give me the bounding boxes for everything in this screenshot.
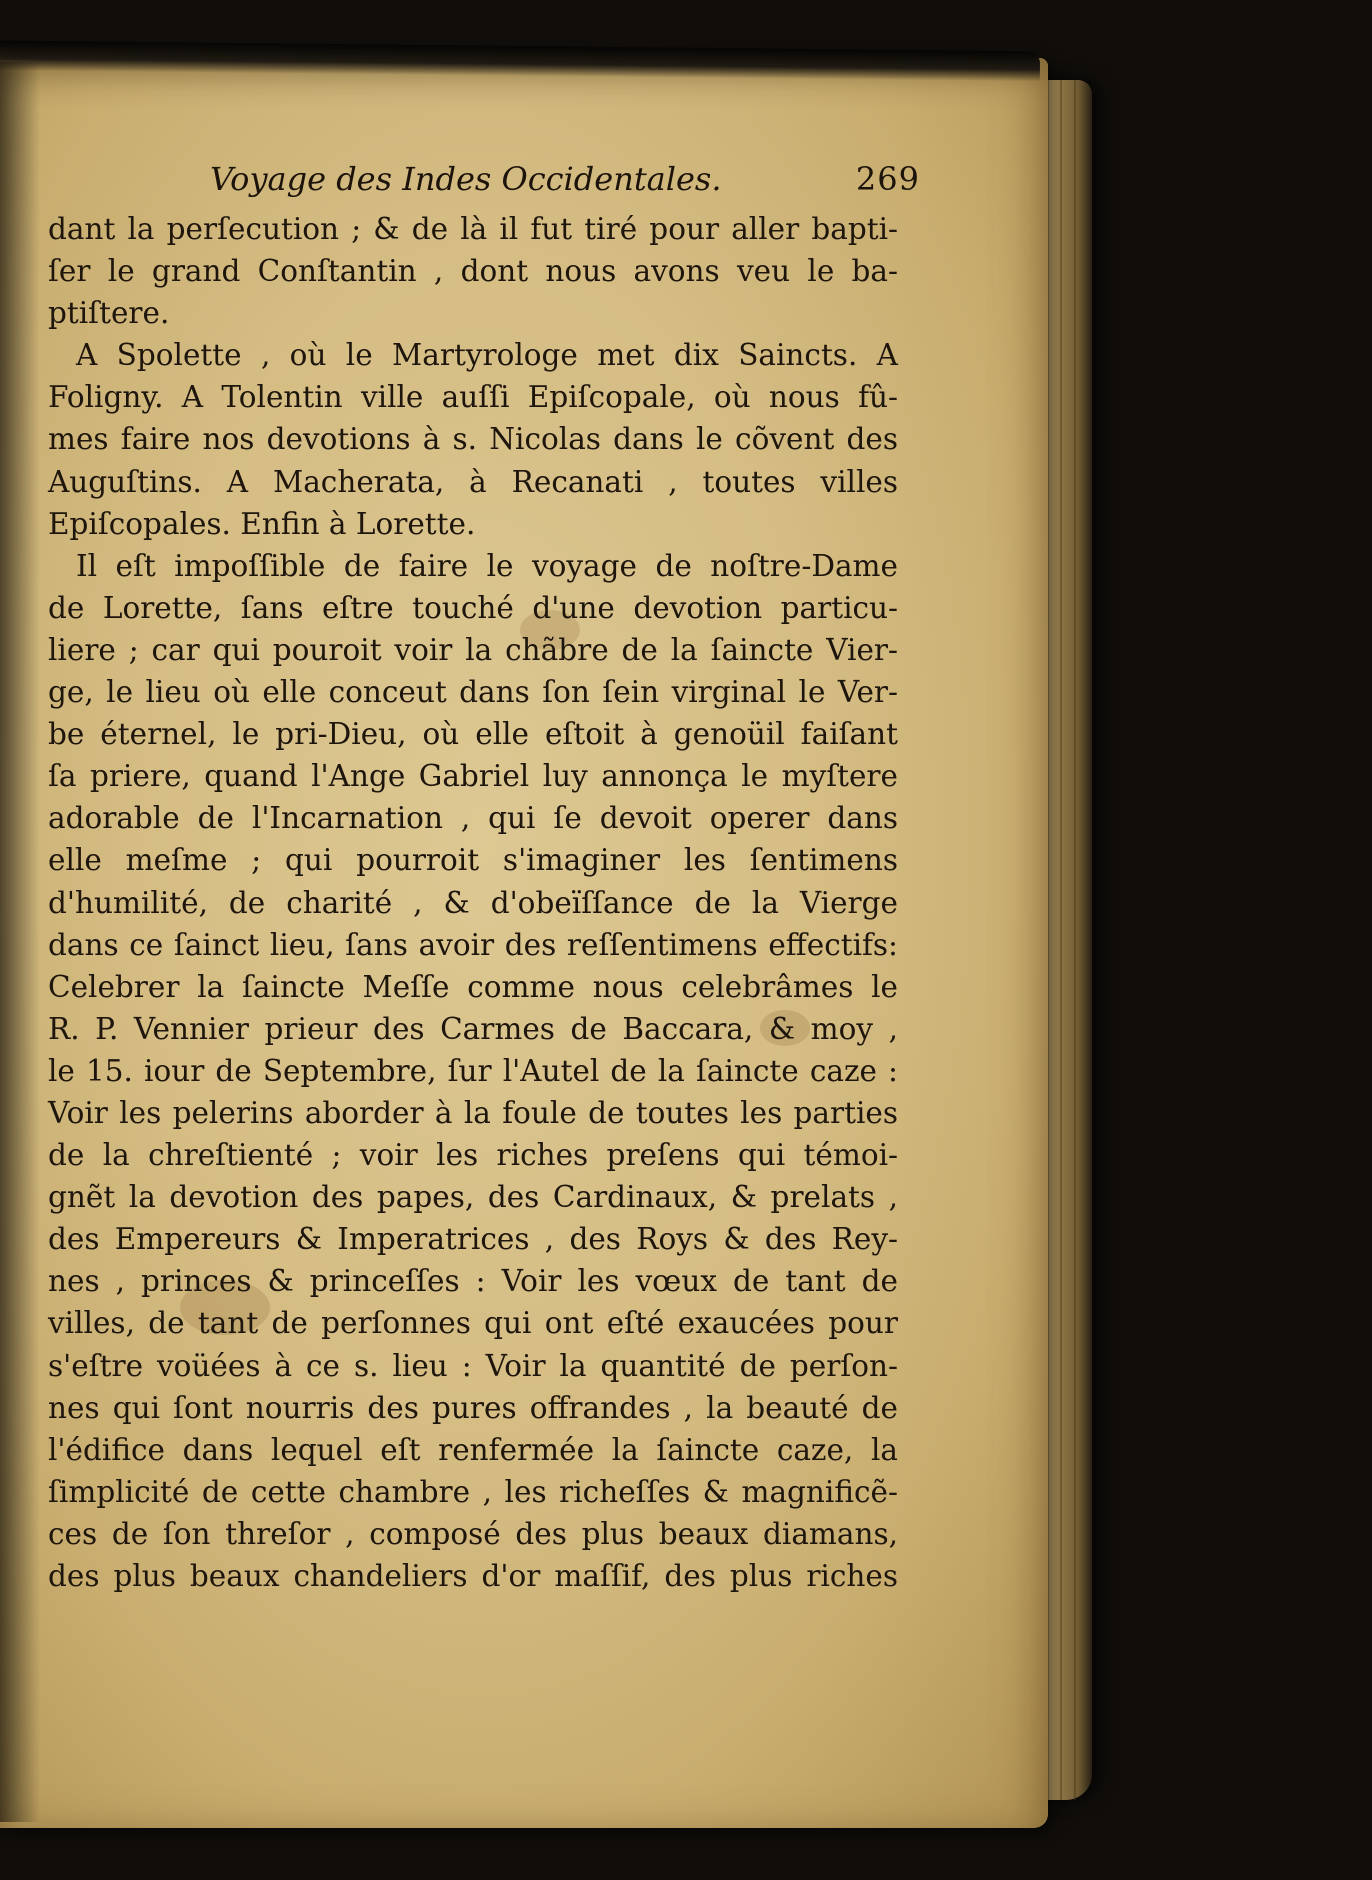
text-line: liere ; car qui pouroit voir la chãbre de la ſaincte Vier-: [48, 632, 898, 667]
spine-shadow: [0, 62, 40, 1822]
text-line: elle meſme ; qui pourroit s'imaginer les ſentimens: [48, 843, 898, 878]
text-line: A Spolette , où le Martyrologe met dix Saincts. A: [76, 338, 898, 373]
text-line: Celebrer la ſaincte Meſſe comme nous celebrâmes le: [48, 969, 898, 1004]
text-line: ſa priere, quand l'Ange Gabriel luy annonça le myſtere: [48, 759, 898, 794]
running-head-title: Voyage des Indes Occidentales.: [210, 160, 722, 198]
text-line: dant la perſecution ; & de là il fut tiré pour aller bapti-: [48, 212, 898, 246]
text-line: ptiſtere.: [48, 296, 170, 331]
text-line: des plus beaux chandeliers d'or maſſif, des plus riches: [48, 1559, 898, 1593]
text-line: ſimplicité de cette chambre , les richeſſes & magnificẽ-: [48, 1474, 898, 1509]
text-line: Il eſt impoſſible de faire le voyage de noſtre-Dame: [76, 548, 898, 583]
text-line: Epiſcopales. Enfin à Lorette.: [48, 506, 476, 541]
text-line: gnẽt la devotion des papes, des Cardinaux, & prelats ,: [48, 1180, 898, 1215]
text-line: Voir les pelerins aborder à la foule de toutes les parties: [48, 1095, 898, 1130]
text-line: R. P. Vennier prieur des Carmes de Baccara, & moy ,: [48, 1011, 898, 1046]
text-line: dans ce ſainct lieu, ſans avoir des reſſentimens effectifs:: [48, 927, 898, 962]
text-line: villes, de tant de perſonnes qui ont eſté exaucées pour: [48, 1306, 898, 1341]
printed-text: [48, 160, 920, 1597]
text-line: nes qui ſont nourris des pures offrandes , la beauté de: [48, 1390, 898, 1425]
text-line: l'édifice dans lequel eſt renfermée la ſaincte caze, la: [48, 1432, 898, 1467]
text-line: de Lorette, ſans eſtre touché d'une devotion particu-: [48, 590, 898, 625]
text-line: ces de ſon threſor , composé des plus beaux diamans,: [48, 1516, 898, 1551]
text-line: des Empereurs & Imperatrices , des Roys & des Rey-: [48, 1222, 898, 1257]
text-line: s'eſtre voüées à ce s. lieu : Voir la quantité de perſon-: [48, 1348, 898, 1383]
text-line: adorable de l'Incarnation , qui ſe devoit operer dans: [48, 801, 898, 836]
text-line: ſer le grand Conſtantin , dont nous avons veu le ba-: [48, 254, 898, 289]
text-line: de la chreſtienté ; voir les riches preſens qui témoi-: [48, 1138, 898, 1173]
text-line: Foligny. A Tolentin ville auſſi Epiſcopale, où nous fû-: [48, 380, 898, 415]
text-line: d'humilité, de charité , & d'obeïſſance de la Vierge: [48, 885, 898, 920]
running-head: [48, 160, 920, 208]
text-line: be éternel, le pri-Dieu, où elle eſtoit à genoüil faiſant: [48, 717, 898, 752]
text-line: Auguſtins. A Macherata, à Recanati , toutes villes: [48, 464, 898, 499]
text-line: le 15. iour de Septembre, ſur l'Autel de la ſaincte caze :: [48, 1053, 898, 1088]
text-line: ge, le lieu où elle conceut dans ſon ſein virginal le Ver-: [48, 675, 898, 710]
text-line: nes , princes & princeſſes : Voir les vœux de tant de: [48, 1264, 898, 1299]
text-line: mes faire nos devotions à s. Nicolas dans le cõvent des: [48, 422, 898, 457]
page-number: 269: [855, 160, 920, 198]
